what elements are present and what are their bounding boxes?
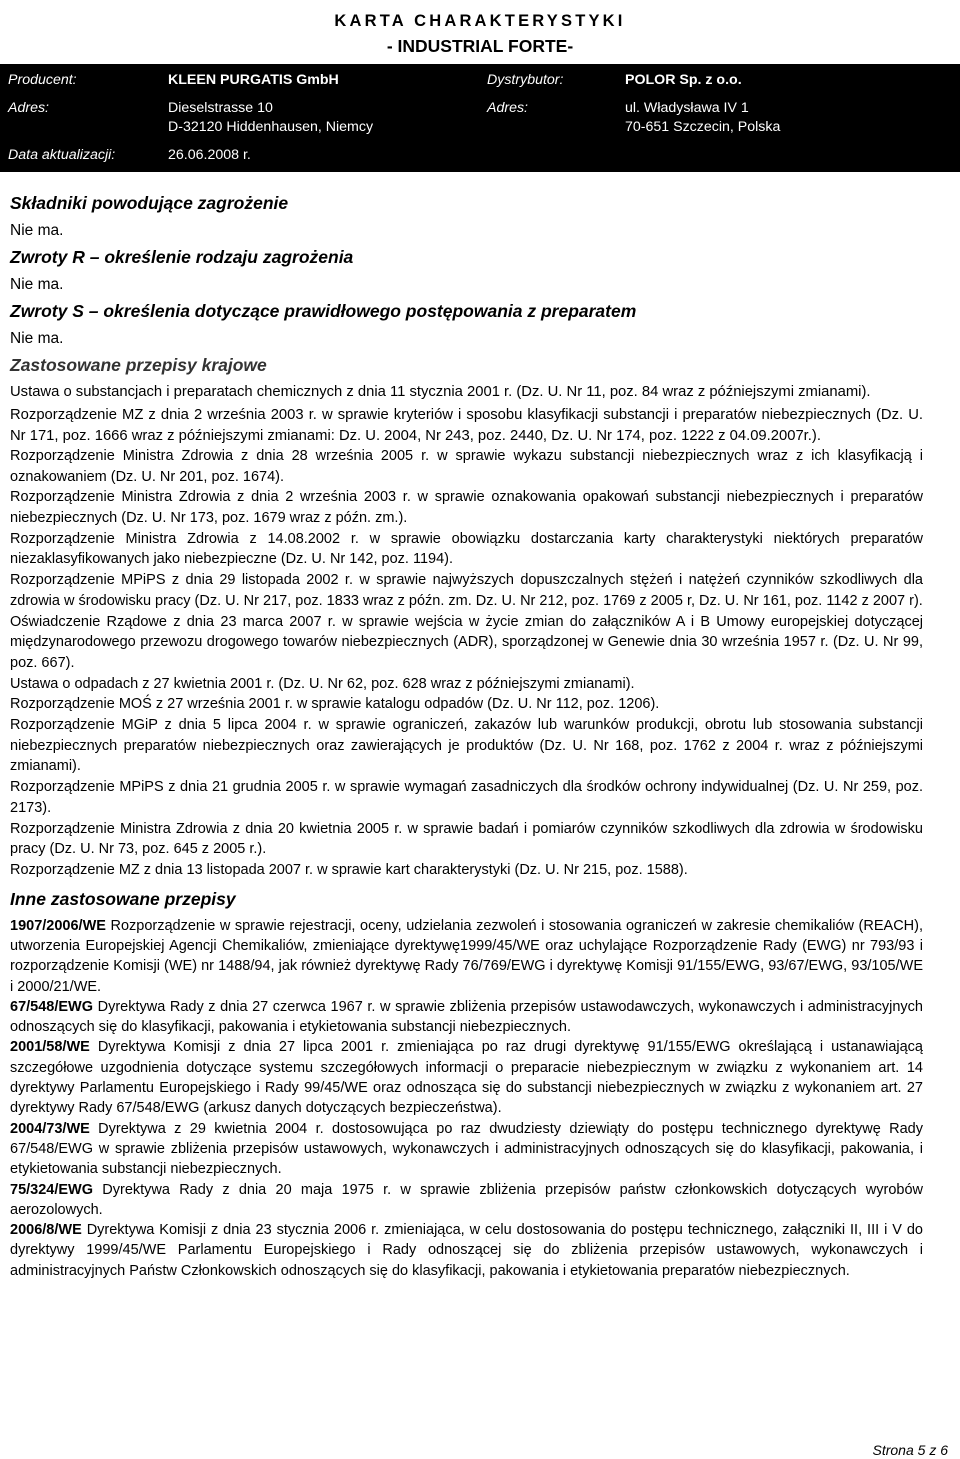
producent-address-line2: D-32120 Hiddenhausen, Niemcy [168,119,374,135]
product-name: - INDUSTRIAL FORTE- [386,36,574,56]
section-value-zwroty-s: Nie ma. [10,330,64,347]
section-heading-krajowe: Zastosowane przepisy krajowe [10,355,267,375]
section-value-zwroty-r: Nie ma. [10,276,64,293]
regulation-item: Rozporządzenie MGiP z dnia 5 lipca 2004 r. w sprawie ograniczeń, zakazów lub warunków produkcji, obrotu lub stosowania substancji niebezpiecznych preparatów niebezpiecznych oraz zawierających je produktów (Dz. U. Nr 168, poz. 1762 z 2004 r. wraz z późniejszymi zmianami). [10,717,923,775]
eu-regulation-item [10,916,923,997]
dystrybutor-value: POLOR Sp. z o.o. [625,72,742,88]
eu-regulation-item [10,1119,923,1180]
update-date-value: 26.06.2008 r. [168,147,251,163]
regulation-item: Rozporządzenie Ministra Zdrowia z dnia 28 września 2005 r. w sprawie wykazu substancji niebezpiecznych wraz z ich klasyfikacją i oznakowaniem (Dz. U. Nr 201, poz. 1674). [10,447,923,485]
regulation-item: Rozporządzenie MZ z dnia 2 września 2003 r. w sprawie kryteriów i sposobu klasyfikacji substancji i preparatów niebezpiecznych (Dz. U. Nr 171, poz. 1666 wraz z późniejszymi zmianami: Dz. U. 2004, Nr 243, poz. 2440, Dz. U. Nr 174, poz. 1222 z 04.09.2007r.). [10,407,923,444]
producent-label: Producent: [8,72,77,88]
dystrybutor-address-line2: 70-651 Szczecin, Polska [625,119,781,135]
page-number: Strona 5 z 6 [872,1442,948,1458]
eu-regulation-code: 75/324/EWG [10,1181,94,1198]
regulation-item: Rozporządzenie Ministra Zdrowia z dnia 20 kwietnia 2005 r. w sprawie badań i pomiarów czynników szkodliwych dla zdrowia w środowisku pracy (Dz. U. Nr 73, poz. 645 z 2005 r.). [10,820,923,858]
eu-regulation-text: Dyrektywa Rady z dnia 27 czerwca 1967 r. w sprawie zbliżenia przepisów ustawodawczych, wykonawczych i administracyjnych odnoszących się do klasyfikacji, pakowania i etykietowania substancji niebezpiecznych. [10,998,923,1036]
section-heading-inne: Inne zastosowane przepisy [10,888,236,909]
section-heading-zwroty-s: Zwroty S – określenia dotyczące prawidłowego postępowania z preparatem [10,301,637,321]
document-title: KARTA CHARAKTERYSTYKI [334,12,626,30]
section-heading-zwroty-r: Zwroty R – określenie rodzaju zagrożenia [10,247,354,267]
regulation-item: Rozporządzenie MOŚ z 27 września 2001 r. w sprawie katalogu odpadów (Dz. U. Nr 112, poz. 1206). [10,696,660,713]
dystrybutor-address-label: Adres: [487,100,529,116]
regulation-item: Rozporządzenie MPiPS z dnia 29 listopada 2002 r. w sprawie najwyższych dopuszczalnych stężeń i natężeń czynników szkodliwych dla zdrowia w środowisku pracy (Dz. U. Nr 217, poz. 1833 wraz z późn. zm. Dz. U. Nr 212, poz. 1769 z 2005 r, Dz. U. Nr 161, poz. 1142 z 2007 r). [10,572,923,609]
krajowe-list [10,382,923,881]
eu-regulation-text: Dyrektywa Rady z dnia 20 maja 1975 r. w sprawie zbliżenia przepisów państw członkowskich dotyczących wyrobów aerozolowych. [10,1181,923,1218]
producent-address-line1: Dieselstrasse 10 [168,100,273,116]
eu-regulation-code: 1907/2006/WE [10,917,106,934]
dystrybutor-label: Dystrybutor: [487,72,564,88]
producent-address-label: Adres: [8,100,50,116]
eu-regulation-text: Dyrektywa z 29 kwietnia 2004 r. dostosowująca po raz dwudziesty dziewiąty do postępu technicznego dyrektywę Rady 67/548/EWG w sprawie zbliżenia przepisów ustawowych, wykonawczych i administracyjnych odnoszących się do klasyfikacji, pakowania, i etykietowania substancji niebezpiecznych. [10,1120,923,1178]
eu-regulation-code: 67/548/EWG [10,998,94,1015]
section-heading-skladniki: Składniki powodujące zagrożenie [10,193,289,213]
document-body [10,190,923,1281]
regulation-item: Ustawa o substancjach i preparatach chemicznych z dnia 11 stycznia 2001 r. (Dz. U. Nr 11, poz. 84 wraz z późniejszymi zmianami). [10,384,871,400]
eu-regulation-item [10,1220,923,1281]
dystrybutor-address-line1: ul. Władysława IV 1 [625,100,749,116]
producent-value: KLEEN PURGATIS GmbH [168,72,339,88]
section-value-skladniki: Nie ma. [10,222,64,239]
regulation-item: Oświadczenie Rządowe z dnia 23 marca 2007 r. w sprawie wejścia w życie zmian do załączników A i B Umowy europejskiej dotyczącej międzynarodowego przewozu drogowego towarów niebezpiecznych (ADR), sporządzonej w Genewie dnia 30 września 1957 r. (Dz. U. Nr 99, poz. 667). [10,613,923,671]
regulation-item: Ustawa o odpadach z 27 kwietnia 2001 r. (Dz. U. Nr 62, poz. 628 wraz z późniejszymi zmianami). [10,675,635,692]
eu-regulation-text: Dyrektywa Komisji z dnia 23 stycznia 2006 r. zmieniająca, w celu dostosowania do postępu technicznego, załączniki II, III i V do dyrektywy 1999/45/WE Parlamentu Europejskiego i Rady odnoszącej się do zbliżenia przepisów ustawowych, wykonawczych i administracyjnych Państw Członkowskich odnoszących się do klasyfikacji, pakowania i etykietowania preparatów niebezpiecznych. [10,1222,923,1279]
eu-regulation-code: 2001/58/WE [10,1039,90,1056]
regulation-item: Rozporządzenie Ministra Zdrowia z dnia 2 września 2003 r. w sprawie oznakowania opakowań substancji niebezpiecznych i preparatów niebezpiecznych (Dz. U. Nr 173, poz. 1679 wraz z późn. zm.). [10,489,923,526]
eu-regulation-code: 2006/8/WE [10,1222,82,1239]
eu-regulation-code: 2004/73/WE [10,1120,90,1137]
inne-list [10,916,923,1281]
eu-regulation-item [10,997,923,1038]
regulation-item: Rozporządzenie Ministra Zdrowia z 14.08.2002 r. w sprawie obowiązku dostarczania karty charakterystyki niektórych preparatów niezaklasyfikowanych jako niebezpieczne (Dz. U. Nr 142, poz. 1194). [10,530,923,568]
regulation-item: Rozporządzenie MPiPS z dnia 21 grudnia 2005 r. w sprawie wymagań zasadniczych dla środków ochrony indywidualnej (Dz. U. Nr 259, poz. 2173). [10,779,923,816]
regulation-item: Rozporządzenie MZ z dnia 13 listopada 2007 r. w sprawie kart charakterystyki (Dz. U. Nr 215, poz. 1588). [10,861,688,878]
update-date-label: Data aktualizacji: [8,147,116,163]
header-info-bar [0,64,960,172]
eu-regulation-text: Rozporządzenie w sprawie rejestracji, oceny, udzielania zezwoleń i stosowania ograniczeń w zakresie chemikaliów (REACH), utworzenia Europejskiej Agencji Chemikaliów, zmieniające dyrektywę1999/45/WE oraz uchylające Rozporządzenie Rady (EWG) nr 793/93 i rozporządzenie Komisji (WE) nr 1488/94, jak również dyrektywę Rady 76/769/EWG i dyrektywę Komisji 91/155/EWG, 93/67/EWG, 93/105/WE i 2000/21/WE. [10,917,923,995]
eu-regulation-text: Dyrektywa Komisji z dnia 27 lipca 2001 r. zmieniająca po raz drugi dyrektywę 91/155/EWG określającą i ustanawiającą szczegółowe uzgodnienia dotyczące systemu szczegółowych informacji o preparacie niebezpiecznym w związku z wykonaniem art. 14 dyrektywy Parlamentu Europejskiego i Rady 99/45/WE oraz odnosząca się do substancji niebezpiecznych w związku z wykonaniem art. 27 dyrektywy Rady 67/548/EWG (arkusz danych dotyczących bezpieczeństwa). [10,1039,923,1117]
eu-regulation-item [10,1037,923,1118]
eu-regulation-item [10,1180,923,1221]
